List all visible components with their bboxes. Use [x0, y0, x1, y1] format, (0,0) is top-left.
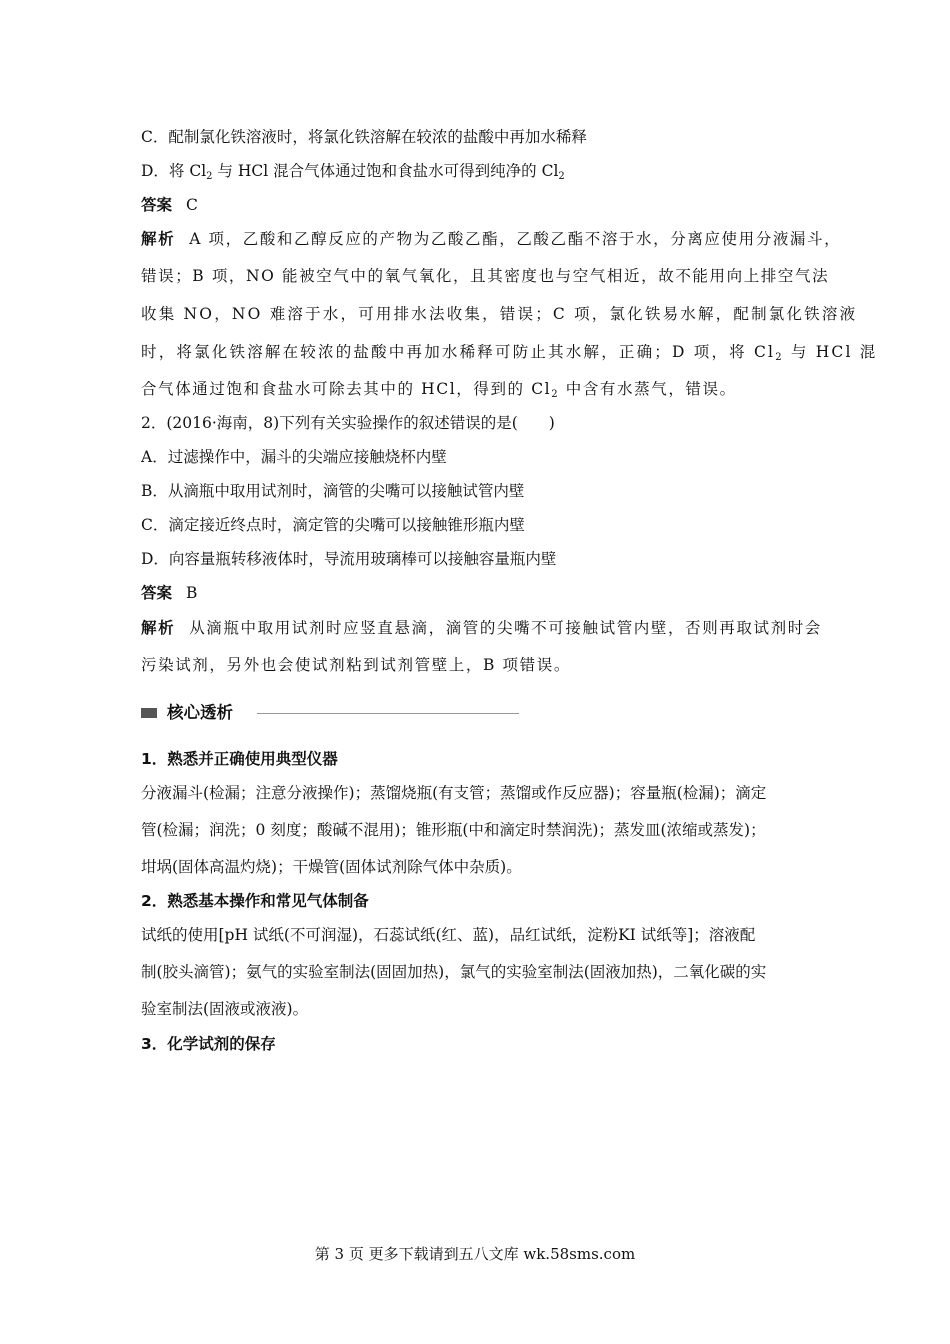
- q2-analysis-line-2: 污染试剂，另外也会使试剂粘到试剂管壁上，B 项错误。: [141, 656, 571, 674]
- q1-analysis-text-1: A 项，乙酸和乙醇反应的产物为乙酸乙酯，乙酸乙酯不溶于水，分离应使用分液漏斗，: [189, 230, 842, 248]
- q1-analysis-line-5: [141, 379, 737, 399]
- point-2-line-1: 试纸的使用[pH 试纸(不可润湿)，石蕊试纸(红、蓝)，品红试纸，淀粉KI 试纸等]；溶液配: [141, 926, 756, 944]
- q1-answer-label: 答案: [141, 196, 173, 214]
- q1-answer-value: C: [186, 196, 198, 214]
- q2-analysis-line-1: [141, 618, 822, 638]
- point-3-heading: 3．化学试剂的保存: [141, 1035, 276, 1053]
- q1-option-c: C．配制氯化铁溶液时，将氯化铁溶解在较浓的盐酸中再加水稀释: [141, 128, 587, 146]
- point-1-line-2: 管(检漏；润洗；0 刻度；酸碱不混用)；锥形瓶(中和滴定时禁润洗)；蒸发皿(浓缩或蒸发)；: [141, 821, 766, 839]
- q2-option-b: B．从滴瓶中取用试剂时，滴管的尖嘴可以接触试管内壁: [141, 482, 525, 500]
- q2-answer-value: B: [186, 584, 198, 602]
- point-1-line-1: 分液漏斗(检漏；注意分液操作)；蒸馏烧瓶(有支管；蒸馏或作反应器)；容量瓶(检漏)；滴定: [141, 784, 767, 802]
- q2-option-d: D．向容量瓶转移液体时，导流用玻璃棒可以接触容量瓶内壁: [141, 550, 557, 568]
- point-2-line-3: 验室制法(固液或液液)。: [141, 1000, 309, 1018]
- q1-analysis-text-5a: 合气体通过饱和食盐水可除去其中的 HCl，得到的 Cl: [141, 380, 552, 398]
- point-1-heading: 1．熟悉并正确使用典型仪器: [141, 750, 338, 768]
- q2-option-a: A．过滤操作中，漏斗的尖端应接触烧杯内壁: [141, 448, 447, 466]
- q1-option-d: [141, 161, 565, 181]
- point-2-heading: 2．熟悉基本操作和常见气体制备: [141, 892, 369, 910]
- section-marker-icon: [141, 708, 157, 718]
- point-2-line-2: 制(胶头滴管)；氨气的实验室制法(固固加热)，氯气的实验室制法(固液加热)，二氧化碳的实: [141, 963, 767, 981]
- q1-analysis-label: 解析: [141, 230, 176, 248]
- q1-analysis-text-5b: 中含有水蒸气，错误。: [559, 380, 737, 398]
- q2-answer: [141, 583, 197, 603]
- q1-analysis-line-2: 错误；B 项，NO 能被空气中的氧气氧化，且其密度也与空气相近，故不能用向上排空气法: [141, 267, 830, 285]
- q2-analysis-label: 解析: [141, 619, 176, 637]
- section-header: [141, 702, 521, 724]
- q1-option-d-text-2: 与 HCl 混合气体通过饱和食盐水可得到纯净的 Cl: [212, 162, 559, 180]
- q1-analysis-text-4a: 时，将氯化铁溶解在较浓的盐酸中再加水稀释可防止其水解，正确；D 项，将 Cl: [141, 343, 776, 361]
- q1-analysis-subscript-4: 2: [775, 352, 784, 363]
- q1-analysis-line-3: 收集 NO，NO 难溶于水，可用排水法收集，错误；C 项，氯化铁易水解，配制氯化铁溶液: [141, 305, 858, 323]
- point-1-line-3: 坩埚(固体高温灼烧)；干燥管(固体试剂除气体中杂质)。: [141, 858, 522, 876]
- q2-stem: 2．(2016·海南，8)下列有关实验操作的叙述错误的是( ): [141, 414, 555, 432]
- q1-analysis-line-1: [141, 229, 841, 249]
- section-title: 核心透析: [167, 703, 233, 722]
- q1-option-d-text-1: D．将 Cl: [141, 162, 207, 180]
- q2-option-c: C．滴定接近终点时，滴定管的尖嘴可以接触锥形瓶内壁: [141, 516, 525, 534]
- q1-answer: [141, 195, 198, 215]
- q1-option-d-subscript-1: 2: [206, 171, 213, 182]
- q1-analysis-subscript-5: 2: [551, 389, 560, 400]
- q2-answer-label: 答案: [141, 584, 173, 602]
- page-footer: 第 3 页 更多下载请到五八文库 wk.58sms.com: [314, 1245, 636, 1263]
- q1-analysis-text-4b: 与 HCl 混: [783, 343, 878, 361]
- q1-analysis-line-4: [141, 342, 877, 362]
- q1-option-d-subscript-2: 2: [558, 171, 565, 182]
- section-divider: [257, 713, 519, 714]
- q2-analysis-text-1: 从滴瓶中取用试剂时应竖直悬滴，滴管的尖嘴不可接触试管内壁，否则再取试剂时会: [189, 619, 822, 637]
